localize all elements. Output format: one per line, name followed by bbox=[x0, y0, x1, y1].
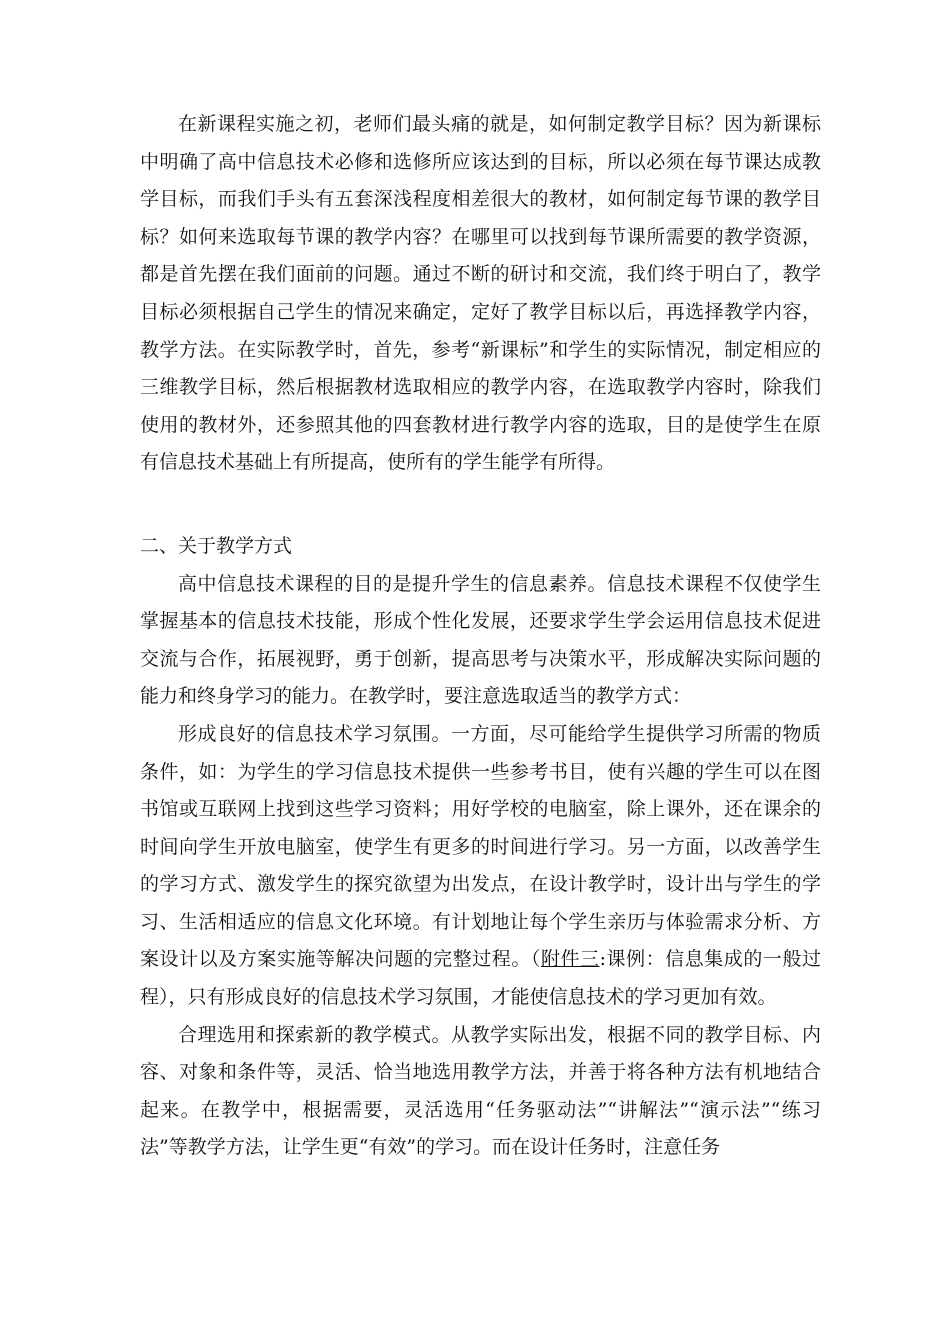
paragraph-learning-atmosphere bbox=[140, 716, 821, 1017]
attachment-3-link[interactable]: 附件三 bbox=[540, 948, 600, 971]
paragraph-teaching-models: 合理选用和探索新的教学模式。从教学实际出发，根据不同的教学目标、内容、对象和条件等，灵活、恰当地选用教学方法，并善于将各种方法有机地结合起来。在教学中，根据需要，灵活选用“任务驱动法”“讲解法”“演示法”“练习法”等教学方法，让学生更“有效”的学习。而在设计任务时，注意任务 bbox=[140, 1023, 821, 1159]
paragraph-teaching-goals: 在新课程实施之初，老师们最头痛的就是，如何制定教学目标？因为新课标中明确了高中信息技术必修和选修所应该达到的目标，所以必须在每节课达成教学目标，而我们手头有五套深浅程度相差很大的教材，如何制定每节课的教学目标？如何来选取每节课的教学内容？在哪里可以找到每节课所需要的教学资源，都是首先摆在我们面前的问题。通过不断的研讨和交流，我们终于明白了，教学目标必须根据自己学生的情况来确定，定好了教学目标以后，再选择教学内容，教学方法。在实际教学时，首先，参考“新课标”和学生的实际情况，制定相应的三维教学目标，然后根据教材选取相应的教学内容，在选取教学内容时，除我们使用的教材外，还参照其他的四套教材进行教学内容的选取，目的是使学生在原有信息技术基础上有所提高，使所有的学生能学有所得。 bbox=[140, 113, 821, 474]
section-spacer bbox=[140, 482, 821, 528]
document-page bbox=[140, 106, 821, 1167]
paragraph-text-before-link: 形成良好的信息技术学习氛围。一方面，尽可能给学生提供学习所需的物质条件，如：为学生的学习信息技术提供一些参考书目，使有兴趣的学生可以在图书馆或互联网上找到这些学习资料；用好学校的电脑室，除上课外，还在课余的时间向学生开放电脑室，使学生有更多的时间进行学习。另一方面，以改善学生的学习方式、激发学生的探究欲望为出发点，在设计教学时，设计出与学生的学习、生活相适应的信息文化环境。有计划地让每个学生亲历与体验需求分析、方案设计以及方案实施等解决问题的完整过程。（ bbox=[140, 722, 821, 971]
paragraph-text-after-link: :课例：信息集成的一般过程），只有形成良好的信息技术学习氛围，才能使信息技术的学习更加有效。 bbox=[140, 948, 821, 1009]
section-heading-teaching-methods: 二、关于教学方式 bbox=[140, 534, 293, 557]
paragraph-course-purpose: 高中信息技术课程的目的是提升学生的信息素养。信息技术课程不仅使学生掌握基本的信息技术技能，形成个性化发展，还要求学生学会运用信息技术促进交流与合作，拓展视野，勇于创新，提高思考与决策水平，形成解决实际问题的能力和终身学习的能力。在教学时，要注意选取适当的教学方式： bbox=[140, 572, 821, 708]
